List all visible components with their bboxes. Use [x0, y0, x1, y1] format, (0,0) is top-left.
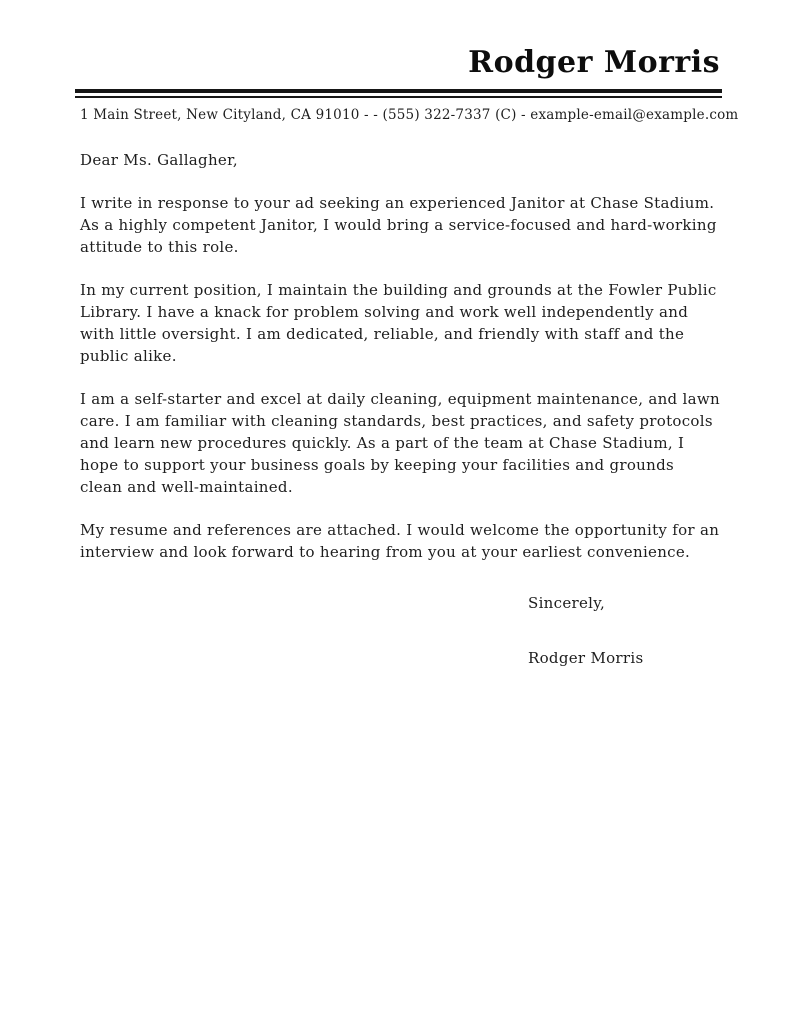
letterhead-name: Rodger Morris [468, 45, 720, 80]
salutation: Dear Ms. Gallagher, [80, 151, 238, 169]
body-paragraph-1: I write in response to your ad seeking an experienced Janitor at Chase Stadium. As a highly competent Janitor, I would bring a service-focused and hard-working attitude to this role. [80, 194, 717, 256]
body-paragraph-3: I am a self-starter and excel at daily cleaning, equipment maintenance, and lawn care. I am familiar with cleaning standards, best practices, and safety protocols and learn new procedures quickly. As a part of the team at Chase Stadium, I hope to support your business goals by keeping your facilities and grounds clean and well-maintained. [80, 390, 720, 496]
signature-name: Rodger Morris [528, 649, 644, 667]
double-rule-divider [75, 89, 722, 98]
letterhead [0, 0, 800, 123]
closing: Sincerely, [528, 594, 606, 612]
closing-block [528, 592, 720, 669]
body-paragraph-2: In my current position, I maintain the building and grounds at the Fowler Public Library. I have a knack for problem solving and work well independently and with little oversight. I am dedicated, reliable, and friendly with staff and the public alike. [80, 281, 717, 365]
contact-line: 1 Main Street, New Cityland, CA 91010 - - (555) 322-7337 (C) - example-email@example.com [80, 107, 739, 123]
letter-body [80, 149, 720, 669]
body-paragraph-4: My resume and references are attached. I would welcome the opportunity for an interview and look forward to hearing from you at your earliest convenience. [80, 521, 720, 561]
